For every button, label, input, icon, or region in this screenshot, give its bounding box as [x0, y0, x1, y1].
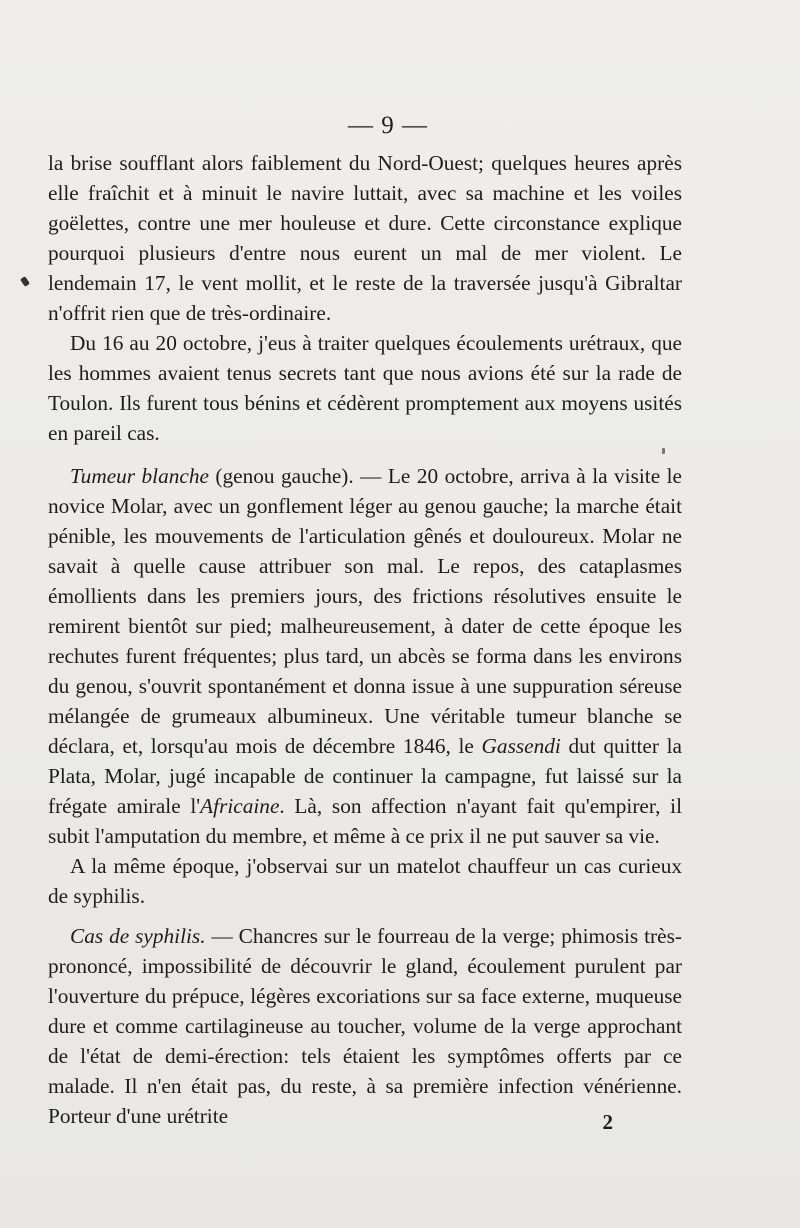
- paragraph-text: . Là, son affection n'ayant fait qu'empirer, il subit l'amputation du membre, et même à ce prix il ne put sauver sa vie.: [48, 794, 682, 848]
- paragraph-meme-epoque: A la même époque, j'observai sur un matelot chauffeur un cas curieux de syphilis.: [48, 854, 682, 908]
- paragraph-text: — Chancres sur le fourreau de la verge; phimosis très-prononcé, impossibilité de découvrir le gland, écoulement purulent par l'ouverture du prépuce, légères excoriations sur sa face externe, muqueuse dure et comme cartilagineuse au toucher, volume de la verge approchant de l'état de demi-érection: tels étaient les symptômes offerts par ce malade. Il n'en était pas, du reste, à sa première infection vénérienne. Porteur d'une urétrite: [48, 924, 682, 1128]
- paragraph-tumeur-blanche: [48, 461, 682, 851]
- paragraph-text: (genou gauche). — Le 20 octobre, arriva à la visite le novice Molar, avec un gonflement léger au genou gauche; la marche était pénible, les mouvements de l'articulation gênés et douloureux. Molar ne savait à quelle cause attribuer son mal. Le repos, des cataplasmes émollients dans les premiers jours, des frictions résolutives ensuite le remirent bientôt sur pied; malheureusement, à dater de cette époque les rechutes furent fréquentes; plus tard, un abcès se forma dans les environs du genou, s'ouvrit spontanément et donna issue à une suppuration séreuse mélangée de grumeaux albumineux. Une véritable tumeur blanche se déclara, et, lorsqu'au mois de décembre 1846, le: [48, 464, 682, 758]
- ship-name-africaine: Africaine: [200, 794, 280, 818]
- section-lead-tumeur-blanche: Tumeur blanche: [70, 464, 209, 488]
- section-lead-cas-syphilis: Cas de syphilis.: [70, 924, 206, 948]
- paragraph-continuation: la brise soufflant alors faiblement du Nord-Ouest; quelques heures après elle fraîchit et à minuit le navire luttait, avec sa machine et les voiles goëlettes, contre une mer houleuse et dure. Cette circonstance explique pourquoi plusieurs d'entre nous eurent un mal de mer violent. Le lendemain 17, le vent mollit, et le reste de la traversée jusqu'à Gibraltar n'offrit rien que de très-ordinaire.: [48, 151, 682, 325]
- paragraph-cas-syphilis: [48, 921, 682, 1131]
- page-number: — 9 —: [348, 112, 428, 139]
- signature-mark: 2: [602, 1110, 613, 1134]
- paragraph-text: dut quitter la Plata, Molar, jugé incapable de continuer la campagne, fut laissé sur la frégate amirale l': [48, 734, 682, 818]
- body-text: [48, 148, 682, 1131]
- margin-ink-mark: [20, 276, 30, 287]
- paragraph-ecoulements: Du 16 au 20 octobre, j'eus à traiter quelques écoulements urétraux, que les hommes avaient tenus secrets tant que nous avions été sur la rade de Toulon. Ils furent tous bénins et cédèrent promptement aux moyens usités en pareil cas.: [48, 331, 682, 445]
- ship-name-gassendi: Gassendi: [481, 734, 561, 758]
